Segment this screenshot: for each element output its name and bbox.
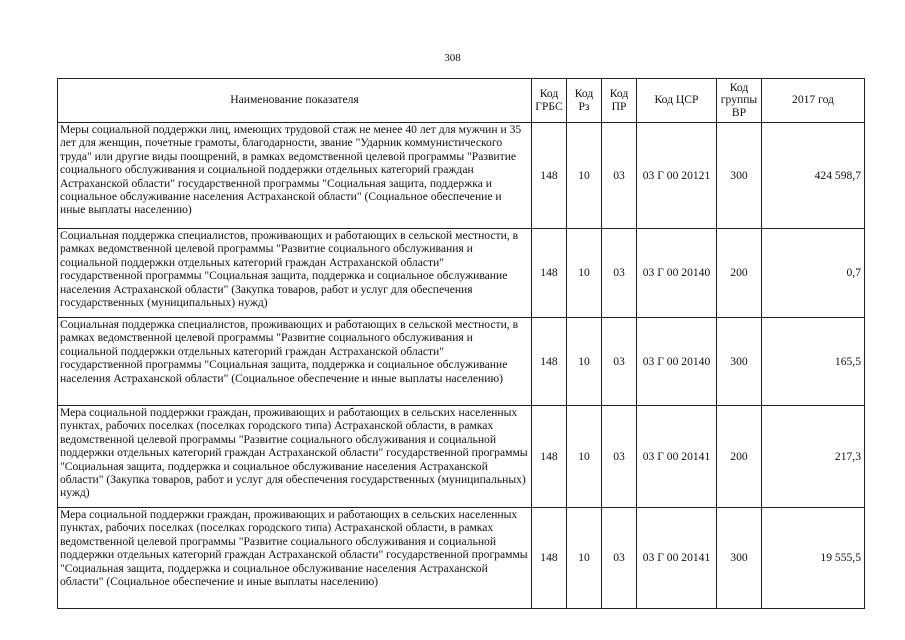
cell-vr: 300 xyxy=(717,318,762,406)
cell-pr: 03 xyxy=(602,229,637,318)
cell-csr: 03 Г 00 20121 xyxy=(637,123,717,229)
cell-grbs: 148 xyxy=(532,318,567,406)
cell-amount: 165,5 xyxy=(762,318,865,406)
cell-vr: 200 xyxy=(717,229,762,318)
cell-vr: 300 xyxy=(717,123,762,229)
cell-amount: 0,7 xyxy=(762,229,865,318)
cell-rz: 10 xyxy=(567,229,602,318)
header-name: Наименование показателя xyxy=(58,79,532,123)
table-row xyxy=(58,318,865,406)
cell-amount: 19 555,5 xyxy=(762,508,865,609)
cell-amount: 217,3 xyxy=(762,406,865,508)
cell-csr: 03 Г 00 20140 xyxy=(637,318,717,406)
table-row xyxy=(58,123,865,229)
cell-vr: 200 xyxy=(717,406,762,508)
header-grbs: Код ГРБС xyxy=(532,79,567,123)
header-csr: Код ЦСР xyxy=(637,79,717,123)
cell-rz: 10 xyxy=(567,123,602,229)
budget-table xyxy=(57,78,865,609)
table-row xyxy=(58,229,865,318)
header-vr: Код группы ВР xyxy=(717,79,762,123)
table-body xyxy=(58,123,865,609)
cell-amount: 424 598,7 xyxy=(762,123,865,229)
cell-name: Мера социальной поддержки граждан, проживающих и работающих в сельских населенных пунктах, рабочих поселках (поселках городского типа) Астраханской области, в рамках ведомственной целевой программы "Развитие социального обслуживания и социальной поддержки отдельных категорий граждан Астраханской области" государственной программы "Социальная защита, поддержка и социальное обслуживание населения Астраханской области" (Закупка товаров, работ и услуг для обеспечения государственных (муниципальных) нужд) xyxy=(58,406,532,508)
cell-csr: 03 Г 00 20141 xyxy=(637,508,717,609)
cell-name: Меры социальной поддержки лиц, имеющих трудовой стаж не менее 40 лет для мужчин и 35 лет для женщин, почетные грамоты, благодарности, звание "Ударник коммунистического труда" или другие виды поощрений, в рамках ведомственной целевой программы "Развитие социального обслуживания и социальной поддержки отдельных категорий граждан Астраханской области" государственной программы "Социальная защита, поддержка и социальное обслуживание населения Астраханской области" (Социальное обеспечение и иные выплаты населению) xyxy=(58,123,532,229)
table-header xyxy=(58,79,865,123)
cell-name: Социальная поддержка специалистов, проживающих и работающих в сельской местности, в рамках ведомственной целевой программы "Развитие социального обслуживания и социальной поддержки отдельных категорий граждан Астраханской области" государственной программы "Социальная защита, поддержка и социальное обслуживание населения Астраханской области" (Закупка товаров, работ и услуг для обеспечения государственных (муниципальных) нужд) xyxy=(58,229,532,318)
cell-rz: 10 xyxy=(567,508,602,609)
header-row xyxy=(58,79,865,123)
page-number: 308 xyxy=(444,52,461,64)
cell-name: Мера социальной поддержки граждан, проживающих и работающих в сельских населенных пунктах, рабочих поселках (поселках городского типа) Астраханской области, в рамках ведомственной целевой программы "Развитие социального обслуживания и социальной поддержки отдельных категорий граждан Астраханской области" государственной программы "Социальная защита, поддержка и социальное обслуживание населения Астраханской области" (Социальное обеспечение и иные выплаты населению) xyxy=(58,508,532,609)
cell-csr: 03 Г 00 20141 xyxy=(637,406,717,508)
header-pr: Код ПР xyxy=(602,79,637,123)
cell-grbs: 148 xyxy=(532,406,567,508)
cell-vr: 300 xyxy=(717,508,762,609)
table-row xyxy=(58,406,865,508)
cell-pr: 03 xyxy=(602,123,637,229)
cell-grbs: 148 xyxy=(532,229,567,318)
cell-pr: 03 xyxy=(602,508,637,609)
cell-csr: 03 Г 00 20140 xyxy=(637,229,717,318)
cell-name: Социальная поддержка специалистов, проживающих и работающих в сельской местности, в рамках ведомственной целевой программы "Развитие социального обслуживания и социальной поддержки отдельных категорий граждан Астраханской области" государственной программы "Социальная защита, поддержка и социальное обслуживание населения Астраханской области" (Социальное обеспечение и иные выплаты населению) xyxy=(58,318,532,406)
cell-pr: 03 xyxy=(602,318,637,406)
table-row xyxy=(58,508,865,609)
cell-pr: 03 xyxy=(602,406,637,508)
header-year: 2017 год xyxy=(762,79,865,123)
cell-rz: 10 xyxy=(567,318,602,406)
cell-rz: 10 xyxy=(567,406,602,508)
cell-grbs: 148 xyxy=(532,123,567,229)
header-rz: Код Рз xyxy=(567,79,602,123)
cell-grbs: 148 xyxy=(532,508,567,609)
